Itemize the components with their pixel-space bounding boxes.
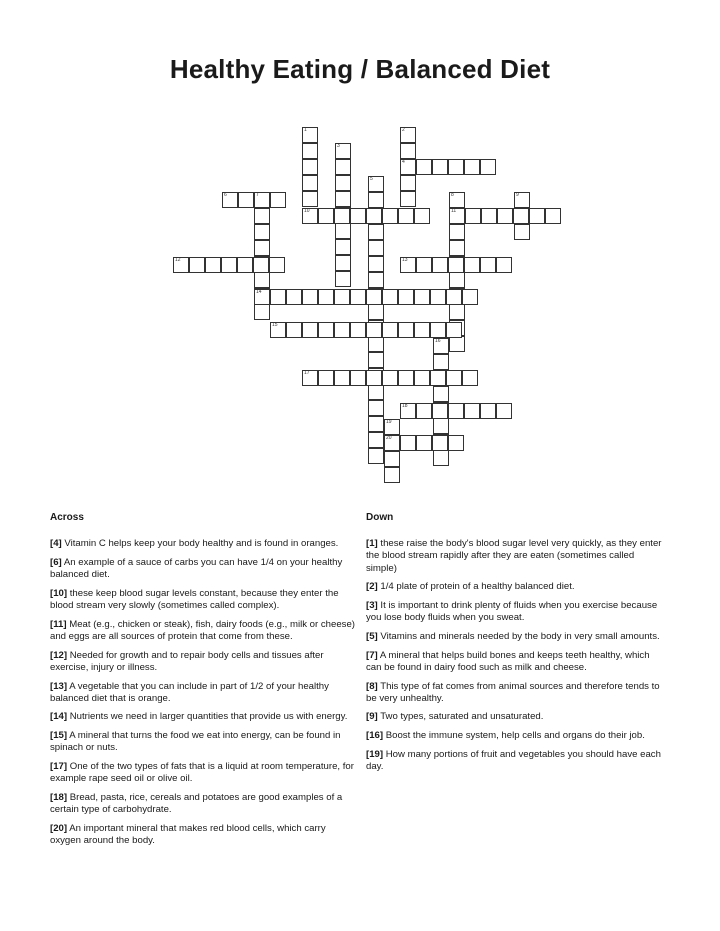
grid-cell[interactable] (269, 257, 285, 273)
clue-text: One of the two types of fats that is a liquid at room temperature, for example rape seed oil or olive oil. (50, 761, 354, 785)
clue-number: [1] (366, 538, 378, 550)
grid-cell[interactable] (335, 271, 351, 287)
clue-number: [4] (50, 538, 62, 550)
grid-cell[interactable] (430, 322, 446, 338)
grid-cell[interactable] (335, 223, 351, 239)
grid-cell[interactable] (254, 272, 270, 288)
cell-number: 13 (402, 257, 408, 263)
grid-cell[interactable] (432, 435, 448, 451)
grid-cell[interactable] (464, 403, 480, 419)
grid-cell[interactable] (398, 370, 414, 386)
across-clue (50, 792, 355, 816)
grid-cell[interactable] (368, 416, 384, 432)
cell-number: 10 (304, 208, 310, 214)
grid-cell[interactable] (335, 159, 351, 175)
grid-cell[interactable] (448, 435, 464, 451)
grid-cell[interactable] (414, 289, 430, 305)
cell-number: 11 (451, 208, 457, 214)
grid-cell[interactable] (433, 418, 449, 434)
clue-number: [14] (50, 711, 68, 723)
grid-cell[interactable] (433, 450, 449, 466)
grid-cell[interactable] (318, 208, 334, 224)
grid-cell[interactable] (529, 208, 545, 224)
grid-cell[interactable] (449, 240, 465, 256)
grid-cell[interactable] (270, 289, 286, 305)
grid-cell[interactable] (222, 192, 238, 208)
across-clue (50, 588, 355, 612)
grid-cell[interactable] (368, 400, 384, 416)
down-clue (366, 711, 666, 723)
grid-cell[interactable] (382, 208, 398, 224)
grid-cell[interactable] (254, 208, 270, 224)
across-clue (50, 557, 355, 581)
grid-cell[interactable] (400, 435, 416, 451)
clue-text: Bread, pasta, rice, cereals and potatoes are good examples of a certain type of carbohydrate. (50, 791, 343, 816)
grid-cell[interactable] (433, 338, 449, 354)
grid-cell[interactable] (496, 257, 512, 273)
across-clues (50, 512, 355, 854)
cell-number: 19 (386, 419, 392, 425)
clue-text: these keep blood sugar levels constant, because they enter the blood stream very slowly (sometimes called complex). (50, 587, 339, 612)
grid-cell[interactable] (465, 208, 481, 224)
grid-cell[interactable] (448, 403, 464, 419)
grid-cell[interactable] (448, 159, 464, 175)
grid-cell[interactable] (366, 208, 382, 224)
grid-cell[interactable] (350, 289, 366, 305)
grid-cell[interactable] (382, 322, 398, 338)
across-clue (50, 650, 355, 674)
down-clue (366, 650, 666, 674)
clue-text: 1/4 plate of protein of a healthy balanced diet. (377, 581, 575, 593)
cell-number: 7 (256, 192, 259, 198)
grid-cell[interactable] (302, 322, 318, 338)
down-heading: Down (366, 512, 394, 523)
clue-number: [17] (50, 761, 68, 773)
cell-number: 9 (516, 192, 519, 198)
grid-cell[interactable] (398, 289, 414, 305)
clue-text: An important mineral that makes red blood cells, which carry oxygen around the body. (50, 822, 326, 847)
grid-cell[interactable] (254, 192, 270, 208)
clue-number: [19] (366, 748, 384, 760)
grid-cell[interactable] (302, 370, 318, 386)
grid-cell[interactable] (335, 143, 351, 159)
clue-number: [9] (366, 711, 378, 723)
grid-cell[interactable] (254, 304, 270, 320)
clue-number: [11] (50, 618, 67, 630)
grid-cell[interactable] (433, 354, 449, 370)
grid-cell[interactable] (286, 289, 302, 305)
clue-number: [12] (50, 649, 68, 661)
grid-cell[interactable] (335, 175, 351, 191)
grid-cell[interactable] (382, 289, 398, 305)
grid-cell[interactable] (350, 322, 366, 338)
clue-text: Needed for growth and to repair body cells and tissues after exercise, injury or illness. (50, 649, 324, 673)
grid-cell[interactable] (481, 208, 497, 224)
across-clue (50, 711, 355, 723)
grid-cell[interactable] (480, 159, 496, 175)
grid-cell[interactable] (302, 289, 318, 305)
grid-cell[interactable] (432, 159, 448, 175)
grid-cell[interactable] (449, 272, 465, 288)
grid-cell[interactable] (368, 256, 384, 272)
grid-cell[interactable] (513, 208, 529, 224)
grid-cell[interactable] (173, 257, 189, 273)
grid-cell[interactable] (302, 191, 318, 207)
grid-cell[interactable] (400, 159, 416, 175)
grid-cell[interactable] (480, 257, 496, 273)
grid-cell[interactable] (464, 159, 480, 175)
grid-cell[interactable] (302, 143, 318, 159)
clue-number: [16] (366, 730, 384, 742)
grid-cell[interactable] (334, 289, 350, 305)
grid-cell[interactable] (496, 403, 512, 419)
grid-cell[interactable] (448, 257, 464, 273)
cell-number: 5 (370, 176, 373, 182)
cell-number: 2 (402, 127, 405, 133)
clue-text: This type of fat comes from animal sources and therefore tends to be very unhealthy. (366, 680, 660, 704)
across-clue (50, 681, 355, 705)
clue-number: [10] (50, 587, 68, 599)
clue-number: [18] (50, 791, 68, 803)
grid-cell[interactable] (400, 191, 416, 207)
grid-cell[interactable] (368, 384, 384, 400)
grid-cell[interactable] (416, 159, 432, 175)
grid-cell[interactable] (237, 257, 253, 273)
grid-cell[interactable] (302, 127, 318, 143)
clue-number: [6] (50, 556, 62, 568)
clue-text: Vitamin C helps keep your body healthy and is found in oranges. (61, 538, 339, 550)
clue-number: [13] (50, 680, 68, 692)
across-clue (50, 538, 355, 550)
grid-cell[interactable] (221, 257, 237, 273)
grid-cell[interactable] (414, 208, 430, 224)
grid-cell[interactable] (286, 322, 302, 338)
grid-cell[interactable] (368, 352, 384, 368)
grid-cell[interactable] (335, 191, 351, 207)
grid-cell[interactable] (368, 176, 384, 192)
cell-number: 16 (435, 338, 441, 344)
clue-text: A vegetable that you can include in part of 1/2 of your healthy balanced diet that is orange. (50, 680, 329, 704)
grid-cell[interactable] (254, 289, 270, 305)
grid-cell[interactable] (398, 208, 414, 224)
down-clue (366, 600, 666, 624)
grid-cell[interactable] (514, 224, 530, 240)
grid-cell[interactable] (384, 451, 400, 467)
grid-cell[interactable] (449, 336, 465, 352)
grid-cell[interactable] (449, 304, 465, 320)
grid-cell[interactable] (270, 322, 286, 338)
across-clue (50, 823, 355, 847)
grid-cell[interactable] (335, 255, 351, 271)
grid-cell[interactable] (368, 240, 384, 256)
clue-text: A mineral that turns the food we eat into energy, can be found in spinach or nuts. (50, 730, 341, 754)
clue-number: [15] (50, 730, 68, 742)
grid-cell[interactable] (446, 289, 462, 305)
clue-text: these raise the body's blood sugar level very quickly, as they enter the blood stream rapidly after they are eaten (sometimes called simple) (366, 538, 662, 574)
down-clue (366, 581, 666, 593)
cell-number: 6 (224, 192, 227, 198)
across-heading: Across (50, 512, 84, 523)
grid-cell[interactable] (254, 224, 270, 240)
grid-cell[interactable] (253, 257, 269, 273)
cell-number: 3 (337, 143, 340, 149)
grid-cell[interactable] (449, 224, 465, 240)
clue-text: Two types, saturated and unsaturated. (377, 711, 544, 723)
down-clue (366, 749, 666, 773)
grid-cell[interactable] (350, 208, 366, 224)
grid-cell[interactable] (368, 224, 384, 240)
grid-cell[interactable] (366, 370, 382, 386)
grid-cell[interactable] (545, 208, 561, 224)
grid-cell[interactable] (368, 192, 384, 208)
cell-number: 8 (451, 192, 454, 198)
grid-cell[interactable] (497, 208, 513, 224)
grid-cell[interactable] (334, 208, 350, 224)
grid-cell[interactable] (432, 403, 448, 419)
down-clue (366, 538, 666, 575)
grid-cell[interactable] (368, 336, 384, 352)
grid-cell[interactable] (400, 127, 416, 143)
cell-number: 20 (386, 435, 392, 441)
page-title: Healthy Eating / Balanced Diet (169, 54, 551, 84)
grid-cell[interactable] (449, 192, 465, 208)
cell-number: 14 (256, 289, 262, 295)
grid-cell[interactable] (480, 403, 496, 419)
down-clue (366, 730, 666, 742)
grid-cell[interactable] (462, 370, 478, 386)
grid-cell[interactable] (430, 289, 446, 305)
grid-cell[interactable] (318, 322, 334, 338)
grid-cell[interactable] (368, 272, 384, 288)
grid-cell[interactable] (334, 370, 350, 386)
grid-cell[interactable] (318, 370, 334, 386)
grid-cell[interactable] (446, 322, 462, 338)
grid-cell[interactable] (416, 257, 432, 273)
clue-text: Meat (e.g., chicken or steak), fish, dairy foods (e.g., milk or cheese) and eggs are all sources of protein that come from these. (50, 618, 355, 642)
down-clue (366, 631, 666, 643)
grid-cell[interactable] (366, 289, 382, 305)
grid-cell[interactable] (464, 257, 480, 273)
across-clue (50, 761, 355, 785)
grid-cell[interactable] (335, 239, 351, 255)
grid-cell[interactable] (318, 289, 334, 305)
clue-text: It is important to drink plenty of fluids when you exercise because you lose body fluids when you sweat. (366, 600, 658, 624)
grid-cell[interactable] (350, 370, 366, 386)
grid-cell[interactable] (384, 435, 400, 451)
clue-number: [20] (50, 822, 68, 834)
grid-cell[interactable] (462, 289, 478, 305)
grid-cell[interactable] (384, 419, 400, 435)
grid-cell[interactable] (384, 467, 400, 483)
grid-cell[interactable] (416, 435, 432, 451)
cell-number: 4 (402, 159, 405, 165)
grid-cell[interactable] (446, 370, 462, 386)
clue-text: A mineral that helps build bones and keeps teeth healthy, which can be found in dairy food such as milk and cheese. (366, 649, 650, 673)
grid-cell[interactable] (205, 257, 221, 273)
grid-cell[interactable] (270, 192, 286, 208)
grid-cell[interactable] (400, 175, 416, 191)
grid-cell[interactable] (302, 208, 318, 224)
clue-number: [7] (366, 649, 378, 661)
grid-cell[interactable] (414, 322, 430, 338)
cell-number: 18 (402, 403, 408, 409)
across-clue (50, 730, 355, 754)
cell-number: 15 (272, 322, 278, 328)
clue-number: [5] (366, 630, 378, 642)
grid-cell[interactable] (400, 257, 416, 273)
grid-cell[interactable] (400, 403, 416, 419)
grid-cell[interactable] (432, 257, 448, 273)
grid-cell[interactable] (416, 403, 432, 419)
clue-number: [8] (366, 680, 378, 692)
clue-number: [3] (366, 600, 378, 612)
grid-cell[interactable] (368, 448, 384, 464)
grid-cell[interactable] (366, 322, 382, 338)
grid-cell[interactable] (254, 240, 270, 256)
cell-number: 17 (304, 370, 310, 376)
grid-cell[interactable] (514, 192, 530, 208)
grid-cell[interactable] (302, 175, 318, 191)
grid-cell[interactable] (238, 192, 254, 208)
clue-text: How many portions of fruit and vegetables you should have each day. (366, 748, 661, 773)
cell-number: 1 (304, 127, 307, 133)
grid-cell[interactable] (189, 257, 205, 273)
clue-text: Nutrients we need in larger quantities that provide us with energy. (67, 711, 348, 723)
down-clues (366, 512, 666, 780)
grid-cell[interactable] (414, 370, 430, 386)
grid-cell[interactable] (433, 386, 449, 402)
grid-cell[interactable] (449, 208, 465, 224)
grid-cell[interactable] (334, 322, 350, 338)
grid-cell[interactable] (382, 370, 398, 386)
down-clue (366, 681, 666, 705)
clue-text: Boost the immune system, help cells and organs do their job. (383, 730, 645, 742)
clue-text: Vitamins and minerals needed by the body in very small amounts. (377, 630, 660, 642)
grid-cell[interactable] (368, 304, 384, 320)
grid-cell[interactable] (400, 143, 416, 159)
clue-number: [2] (366, 581, 378, 593)
grid-cell[interactable] (430, 370, 446, 386)
grid-cell[interactable] (368, 432, 384, 448)
cell-number: 12 (175, 257, 181, 263)
clue-text: An example of a sauce of carbs you can have 1/4 on your healthy balanced diet. (50, 556, 343, 581)
grid-cell[interactable] (398, 322, 414, 338)
grid-cell[interactable] (302, 159, 318, 175)
across-clue (50, 619, 355, 643)
